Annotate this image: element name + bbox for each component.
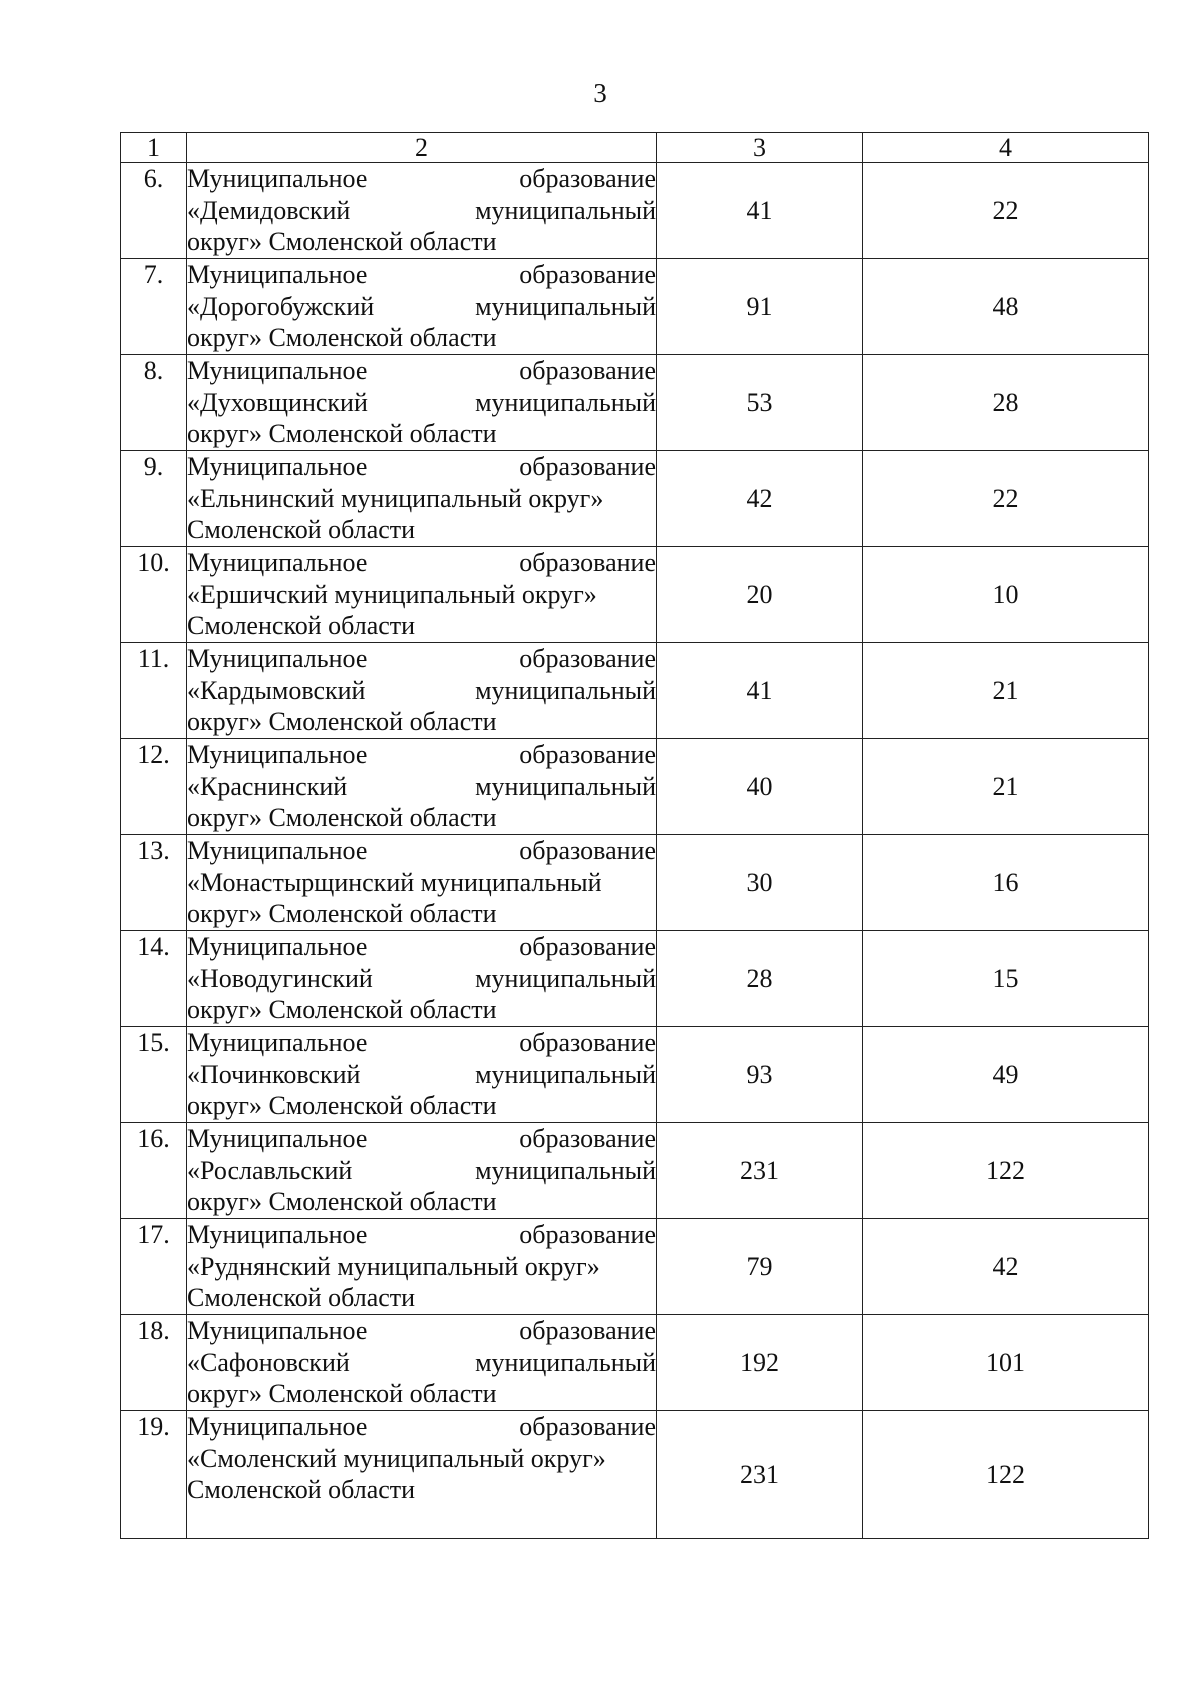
table-row: [121, 355, 1149, 451]
name-line: [187, 1315, 656, 1347]
value-col-3: 42: [657, 451, 863, 547]
name-line: [187, 835, 656, 867]
name-line: [187, 802, 656, 834]
municipality-name: [187, 451, 657, 547]
name-line: [187, 1251, 656, 1283]
name-line: [187, 643, 656, 675]
data-table: [120, 132, 1149, 1539]
value-col-3: 20: [657, 547, 863, 643]
name-part: Смоленской области: [187, 611, 416, 640]
name-line: [187, 514, 656, 546]
municipality-name: [187, 163, 657, 259]
value-col-4: 22: [863, 163, 1149, 259]
row-number: 15.: [121, 1027, 187, 1123]
table-row: [121, 1315, 1149, 1411]
header-col-2: 2: [187, 133, 657, 163]
name-part: «Монастырщинский муниципальный: [187, 867, 602, 897]
name-part: Муниципальное: [187, 1220, 368, 1249]
value-col-4: 15: [863, 931, 1149, 1027]
row-number: 19.: [121, 1411, 187, 1539]
municipality-name: [187, 355, 657, 451]
value-col-4: 21: [863, 643, 1149, 739]
value-col-4: 42: [863, 1219, 1149, 1315]
table-row: [121, 1027, 1149, 1123]
name-part: образование: [519, 1028, 656, 1057]
row-number: 17.: [121, 1219, 187, 1315]
name-part: образование: [519, 644, 656, 673]
name-part: Муниципальное: [187, 1316, 368, 1345]
municipality-name: [187, 739, 657, 835]
name-line: [187, 610, 656, 642]
table-row: [121, 163, 1149, 259]
row-number: 18.: [121, 1315, 187, 1411]
table-row: [121, 1219, 1149, 1315]
name-part: образование: [519, 836, 656, 865]
name-part: Муниципальное: [187, 260, 368, 289]
name-part: Муниципальное: [187, 1028, 368, 1057]
municipality-name: [187, 259, 657, 355]
value-col-4: 122: [863, 1123, 1149, 1219]
name-part: Смоленской области: [187, 1475, 416, 1504]
name-part: «Рославльский: [187, 1155, 353, 1185]
name-part: Муниципальное: [187, 1412, 368, 1441]
name-line: [187, 931, 656, 963]
name-line: [187, 867, 656, 899]
table-row: [121, 643, 1149, 739]
header-col-1: 1: [121, 133, 187, 163]
name-part: округ» Смоленской области: [187, 1379, 497, 1408]
row-number: 7.: [121, 259, 187, 355]
municipality-name: [187, 1027, 657, 1123]
row-number: 13.: [121, 835, 187, 931]
header-col-4: 4: [863, 133, 1149, 163]
name-part: образование: [519, 1220, 656, 1249]
name-line: [187, 1059, 656, 1091]
name-line: [187, 259, 656, 291]
name-line: [187, 1219, 656, 1251]
name-line: [187, 963, 656, 995]
value-col-3: 79: [657, 1219, 863, 1315]
name-part: округ» Смоленской области: [187, 899, 497, 928]
name-part: образование: [519, 356, 656, 385]
name-part: «Ельнинский муниципальный округ»: [187, 483, 604, 513]
name-line: [187, 1155, 656, 1187]
name-line: [187, 739, 656, 771]
name-part: муниципальный: [475, 387, 656, 417]
name-part: округ» Смоленской области: [187, 803, 497, 832]
value-col-4: 122: [863, 1411, 1149, 1539]
name-line: [187, 1123, 656, 1155]
name-part: образование: [519, 548, 656, 577]
name-line: [187, 226, 656, 258]
name-line: [187, 706, 656, 738]
table-row: [121, 1123, 1149, 1219]
name-part: «Демидовский: [187, 195, 351, 225]
value-col-3: 93: [657, 1027, 863, 1123]
name-line: [187, 1027, 656, 1059]
municipality-name: [187, 931, 657, 1027]
name-part: образование: [519, 260, 656, 289]
name-line: [187, 163, 656, 195]
name-part: округ» Смоленской области: [187, 995, 497, 1024]
table-row: [121, 547, 1149, 643]
name-part: Муниципальное: [187, 356, 368, 385]
row-number: 6.: [121, 163, 187, 259]
row-number: 12.: [121, 739, 187, 835]
name-line: [187, 1090, 656, 1122]
municipality-name: [187, 1123, 657, 1219]
header-col-3: 3: [657, 133, 863, 163]
table-row: [121, 1411, 1149, 1539]
name-part: Муниципальное: [187, 740, 368, 769]
municipality-name: [187, 547, 657, 643]
name-line: [187, 322, 656, 354]
municipality-name: [187, 1315, 657, 1411]
name-part: округ» Смоленской области: [187, 1091, 497, 1120]
name-part: муниципальный: [475, 771, 656, 801]
name-line: [187, 1282, 656, 1314]
name-part: муниципальный: [475, 291, 656, 321]
value-col-4: 21: [863, 739, 1149, 835]
table-row: [121, 259, 1149, 355]
name-part: округ» Смоленской области: [187, 707, 497, 736]
name-part: Муниципальное: [187, 836, 368, 865]
name-part: образование: [519, 1124, 656, 1153]
name-line: [187, 1411, 656, 1443]
name-part: муниципальный: [475, 195, 656, 225]
name-line: [187, 1474, 656, 1506]
name-part: «Краснинский: [187, 771, 348, 801]
name-part: «Новодугинский: [187, 963, 373, 993]
row-number: 11.: [121, 643, 187, 739]
name-line: [187, 291, 656, 323]
name-part: Муниципальное: [187, 932, 368, 961]
name-line: [187, 994, 656, 1026]
name-line: [187, 1443, 656, 1475]
name-part: округ» Смоленской области: [187, 227, 497, 256]
name-line: [187, 387, 656, 419]
row-number: 10.: [121, 547, 187, 643]
table-row: [121, 451, 1149, 547]
name-part: «Кардымовский: [187, 675, 366, 705]
name-part: Муниципальное: [187, 164, 368, 193]
name-part: муниципальный: [475, 1155, 656, 1185]
name-part: образование: [519, 1316, 656, 1345]
name-part: образование: [519, 452, 656, 481]
value-col-4: 101: [863, 1315, 1149, 1411]
name-part: Муниципальное: [187, 1124, 368, 1153]
page-number: 3: [593, 78, 607, 108]
municipality-name: [187, 1411, 657, 1539]
value-col-3: 28: [657, 931, 863, 1027]
value-col-4: 16: [863, 835, 1149, 931]
table-body: [121, 163, 1149, 1539]
name-line: [187, 1347, 656, 1379]
value-col-3: 41: [657, 643, 863, 739]
municipality-name: [187, 835, 657, 931]
name-part: «Дорогобужский: [187, 291, 375, 321]
name-part: «Сафоновский: [187, 1347, 350, 1377]
name-part: образование: [519, 932, 656, 961]
name-part: «Духовщинский: [187, 387, 368, 417]
value-col-3: 40: [657, 739, 863, 835]
table-header: [121, 133, 1149, 163]
name-line: [187, 195, 656, 227]
name-part: округ» Смоленской области: [187, 419, 497, 448]
name-part: образование: [519, 164, 656, 193]
table-row: [121, 931, 1149, 1027]
row-number: 14.: [121, 931, 187, 1027]
municipality-name: [187, 643, 657, 739]
value-col-3: 192: [657, 1315, 863, 1411]
name-part: Смоленской области: [187, 1283, 416, 1312]
name-part: «Ершичский муниципальный округ»: [187, 579, 597, 609]
header-row: [121, 133, 1149, 163]
value-col-3: 30: [657, 835, 863, 931]
value-col-4: 48: [863, 259, 1149, 355]
name-line: [187, 355, 656, 387]
name-part: муниципальный: [475, 963, 656, 993]
name-part: округ» Смоленской области: [187, 1187, 497, 1216]
name-part: «Смоленский муниципальный округ»: [187, 1443, 606, 1473]
name-line: [187, 771, 656, 803]
name-part: Муниципальное: [187, 452, 368, 481]
row-number: 9.: [121, 451, 187, 547]
name-part: округ» Смоленской области: [187, 323, 497, 352]
name-part: образование: [519, 740, 656, 769]
value-col-3: 53: [657, 355, 863, 451]
value-col-4: 22: [863, 451, 1149, 547]
row-number: 8.: [121, 355, 187, 451]
name-part: Муниципальное: [187, 644, 368, 673]
name-part: «Починковский: [187, 1059, 361, 1089]
name-part: Смоленской области: [187, 515, 416, 544]
name-part: «Руднянский муниципальный округ»: [187, 1251, 600, 1281]
name-line: [187, 483, 656, 515]
value-col-3: 91: [657, 259, 863, 355]
name-line: [187, 547, 656, 579]
name-line: [187, 579, 656, 611]
name-line: [187, 1186, 656, 1218]
name-line: [187, 898, 656, 930]
table-row: [121, 739, 1149, 835]
name-part: муниципальный: [475, 1347, 656, 1377]
name-line: [187, 675, 656, 707]
municipality-name: [187, 1219, 657, 1315]
name-line: [187, 451, 656, 483]
name-part: образование: [519, 1412, 656, 1441]
name-part: муниципальный: [475, 675, 656, 705]
value-col-3: 41: [657, 163, 863, 259]
name-line: [187, 1378, 656, 1410]
value-col-3: 231: [657, 1123, 863, 1219]
value-col-4: 28: [863, 355, 1149, 451]
table-row: [121, 835, 1149, 931]
value-col-4: 10: [863, 547, 1149, 643]
row-number: 16.: [121, 1123, 187, 1219]
name-part: муниципальный: [475, 1059, 656, 1089]
value-col-4: 49: [863, 1027, 1149, 1123]
name-line: [187, 418, 656, 450]
name-part: Муниципальное: [187, 548, 368, 577]
value-col-3: 231: [657, 1411, 863, 1539]
